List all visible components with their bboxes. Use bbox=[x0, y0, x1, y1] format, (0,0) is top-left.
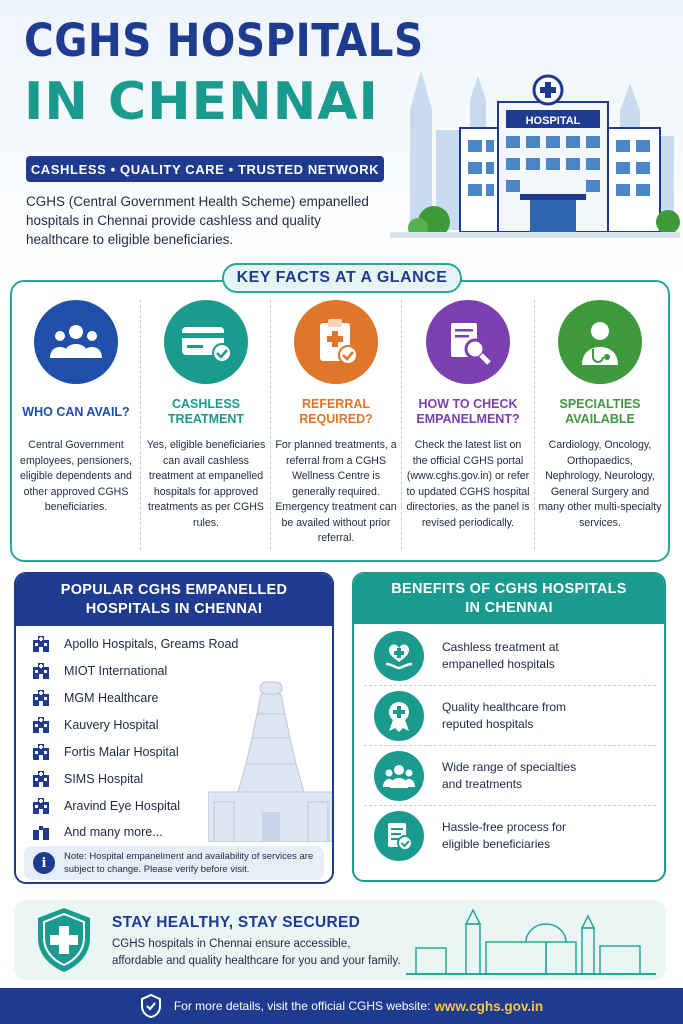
benefit-text: Wide range of specialties and treatments bbox=[442, 759, 577, 791]
more-icon bbox=[32, 824, 50, 840]
chennai-skyline-illustration bbox=[406, 908, 656, 976]
stay-title: STAY HEALTHY, STAY SECURED bbox=[112, 914, 361, 931]
fact-text: Central Government employees, pensioners, eligible dependents and other approved CGHS beneficiaries. bbox=[20, 439, 132, 513]
fact-text: Cardiology, Oncology, Orthopaedics, Nephrology, Neurology, General Surgery and many other multi-specialty services. bbox=[538, 439, 662, 529]
benefits-heading bbox=[354, 574, 664, 624]
temple-gopuram-illustration bbox=[208, 672, 334, 842]
list-item bbox=[32, 715, 159, 735]
benefit-item bbox=[364, 626, 656, 686]
fact-title: REFERRAL REQUIRED? bbox=[299, 397, 373, 426]
benefit-item bbox=[364, 746, 656, 806]
fact-text: For planned treatments, a referral from a CGHS Wellness Centre is generally required. Emergency treatment can be availed without prior referral. bbox=[275, 439, 397, 544]
footer-bar bbox=[0, 988, 683, 1024]
benefit-item bbox=[364, 686, 656, 746]
page-title-line1: CGHS HOSPITALS bbox=[24, 14, 424, 67]
fact-title: SPECIALTIES AVAILABLE bbox=[559, 397, 641, 426]
divider bbox=[401, 300, 402, 550]
hospital-name: Fortis Malar Hospital bbox=[64, 745, 179, 759]
hospital-name: And many more... bbox=[64, 825, 163, 839]
benefit-text: Hassle-free process for eligible beneficiaries bbox=[442, 820, 567, 851]
clipboard-referral-icon bbox=[294, 300, 378, 384]
note-text: Note: Hospital empanelment and availability of services are subject to change. Please verify before visit. bbox=[64, 851, 314, 875]
tagline-banner: CASHLESS • QUALITY CARE • TRUSTED NETWORK bbox=[26, 156, 384, 182]
hospital-building-illustration bbox=[390, 40, 680, 250]
shield-check-icon bbox=[140, 994, 162, 1018]
fact-referral-required bbox=[271, 300, 401, 550]
hospital-name: Apollo Hospitals, Greams Road bbox=[64, 637, 239, 651]
card-check-icon bbox=[164, 300, 248, 384]
hospital-name: MGM Healthcare bbox=[64, 691, 159, 705]
footer-text: For more details, visit the official CGHS website: bbox=[173, 999, 431, 1013]
list-item bbox=[32, 688, 158, 708]
benefit-item bbox=[364, 806, 656, 866]
benefit-text: Cashless treatment at empanelled hospitals bbox=[442, 639, 559, 671]
shield-cross-icon bbox=[34, 906, 94, 974]
stay-text: CGHS hospitals in Chennai ensure accessible, affordable and quality healthcare for you and your family. bbox=[112, 938, 401, 967]
hospital-name: MIOT International bbox=[64, 664, 168, 678]
note-box bbox=[24, 846, 324, 880]
fact-specialties bbox=[535, 300, 665, 550]
page-title-line2: IN CHENNAI bbox=[24, 72, 379, 132]
info-icon: i bbox=[33, 852, 55, 874]
fact-title: CASHLESS TREATMENT bbox=[167, 397, 245, 426]
fact-text: Yes, eligible beneficiaries can avail cashless treatment at empanelled hospitals for approved treatments as per CGHS rules. bbox=[146, 439, 266, 529]
hospital-sign-text: HOSPITAL bbox=[525, 115, 581, 127]
website-link[interactable]: www.cghs.gov.in bbox=[434, 998, 544, 1014]
hospital-building-icon bbox=[32, 744, 50, 760]
list-item bbox=[32, 822, 163, 842]
popular-hospitals-heading bbox=[16, 574, 332, 626]
list-item bbox=[32, 661, 167, 681]
hospital-name: Aravind Eye Hospital bbox=[64, 799, 181, 813]
fact-title: WHO CAN AVAIL? bbox=[22, 404, 130, 419]
heart-hand-icon bbox=[374, 631, 424, 681]
benefits-panel bbox=[352, 572, 666, 882]
intro-text: CGHS (Central Government Health Scheme) empanelled hospitals in Chennai provide cashless and quality healthcare to eligible beneficiaries. bbox=[26, 194, 369, 247]
popular-hospitals-panel bbox=[14, 572, 334, 884]
list-item bbox=[32, 742, 179, 762]
document-search-icon bbox=[426, 300, 510, 384]
benefit-text: Quality healthcare from reputed hospitals bbox=[442, 699, 567, 731]
key-facts-heading: KEY FACTS AT A GLANCE bbox=[222, 263, 462, 293]
list-item bbox=[32, 769, 143, 789]
fact-who-can-avail bbox=[11, 300, 141, 550]
hospital-building-icon bbox=[32, 798, 50, 814]
stay-healthy-banner bbox=[14, 900, 666, 980]
hospital-building-icon bbox=[32, 636, 50, 652]
list-item bbox=[32, 796, 180, 816]
hospital-name: Kauvery Hospital bbox=[64, 718, 159, 732]
hospital-building-icon bbox=[32, 717, 50, 733]
hospital-name: SIMS Hospital bbox=[64, 772, 144, 786]
doctor-icon bbox=[558, 300, 642, 384]
fact-title: HOW TO CHECK EMPANELMENT? bbox=[416, 397, 520, 426]
list-item bbox=[32, 634, 238, 654]
hospital-building-icon bbox=[32, 690, 50, 706]
medal-cross-icon bbox=[374, 691, 424, 741]
fact-text: Check the latest list on the official CGHS portal (www.cghs.gov.in) or refer to updated CGHS hospital directories, as the panel is revised periodically. bbox=[406, 439, 530, 529]
popular-heading-text: POPULAR CGHS EMPANELLED HOSPITALS IN CHENNAI bbox=[60, 582, 288, 617]
people-icon bbox=[374, 751, 424, 801]
fact-cashless-treatment bbox=[141, 300, 271, 550]
fact-how-to-check bbox=[403, 300, 533, 550]
hospital-building-icon bbox=[32, 771, 50, 787]
document-check-icon bbox=[374, 811, 424, 861]
hospital-building-icon bbox=[32, 663, 50, 679]
benefits-heading-text: BENEFITS OF CGHS HOSPITALS IN CHENNAI bbox=[391, 581, 627, 616]
people-group-icon bbox=[34, 300, 118, 384]
